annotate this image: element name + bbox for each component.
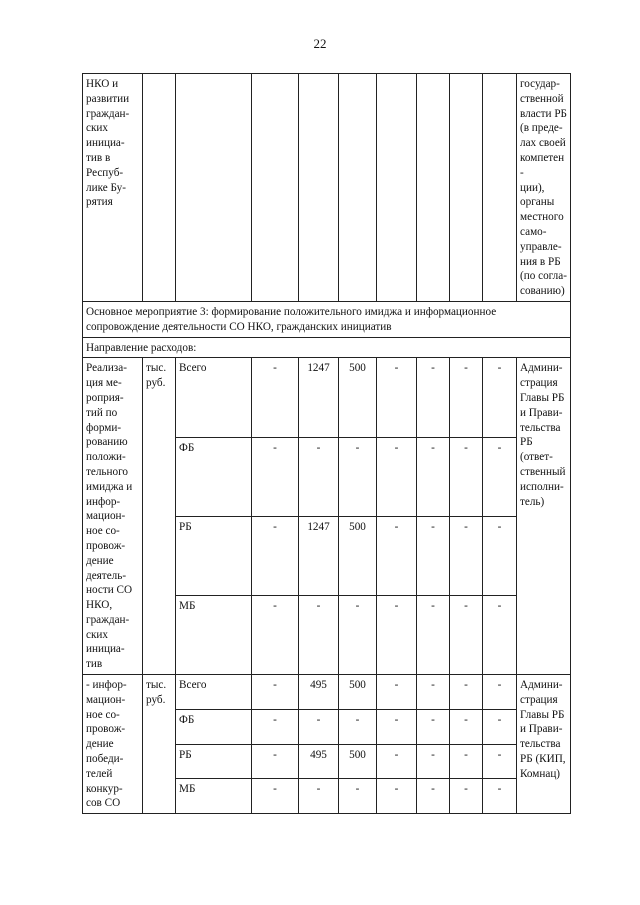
measure-line: Реализа- — [86, 362, 127, 375]
measure-line: конкур- — [86, 782, 123, 795]
executor-line: ции), — [520, 181, 545, 194]
unit-line: тыс. — [146, 679, 167, 692]
value-cell: - — [252, 516, 299, 595]
executor-line: тельства — [520, 738, 561, 751]
funding-source-cell: РБ — [176, 744, 252, 779]
value-cell: - — [483, 779, 517, 814]
executor-line: Комнац) — [520, 767, 561, 780]
value-cell: - — [377, 675, 417, 710]
measure-line: Респуб- — [86, 166, 124, 179]
value-cell: - — [483, 358, 517, 437]
executor-line: местного — [520, 211, 564, 224]
executor-line: органы — [520, 196, 555, 209]
value-cell: 500 — [339, 358, 377, 437]
unit-line: руб. — [146, 693, 166, 706]
value-cell: - — [417, 437, 450, 516]
measure-line: телей — [86, 767, 113, 780]
value-cell: 1247 — [299, 358, 339, 437]
value-cell: - — [450, 595, 483, 674]
executor-line: власти РБ — [520, 107, 567, 120]
value-cell: - — [377, 437, 417, 516]
executor-line: и Прави- — [520, 723, 563, 736]
measure-line: тив в — [86, 151, 111, 164]
value-cell: - — [483, 709, 517, 744]
measure-line: граждан- — [86, 107, 130, 120]
executor-cell — [517, 74, 571, 302]
value-cell: - — [252, 779, 299, 814]
table-row — [83, 675, 571, 710]
executor-line: РБ (КИП, — [520, 753, 566, 766]
unit-line: тыс. — [146, 362, 167, 375]
unit-line: руб. — [146, 377, 166, 390]
executor-line: (по согла- — [520, 270, 567, 283]
funding-source-cell: МБ — [176, 779, 252, 814]
value-cell: - — [299, 437, 339, 516]
value-cell: - — [417, 516, 450, 595]
measure-line: ности СО — [86, 584, 133, 597]
measure-line: развитии — [86, 92, 130, 105]
measure-line: ских — [86, 628, 108, 641]
value-cell: - — [483, 516, 517, 595]
executor-line: Главы РБ — [520, 708, 565, 721]
measure-line: тий по — [86, 406, 118, 419]
value-cell: - — [483, 744, 517, 779]
executor-line: РБ (ответ- — [520, 436, 553, 464]
executor-line: страция — [520, 693, 558, 706]
executor-line: само- — [520, 225, 547, 238]
measure-line: НКО и — [86, 78, 119, 90]
measure-line: ция ме- — [86, 377, 122, 390]
value-cell: - — [417, 709, 450, 744]
value-cell: - — [450, 358, 483, 437]
table-row — [83, 358, 571, 437]
measure-line: форми- — [86, 421, 122, 434]
executor-line: Админи- — [520, 362, 563, 375]
value-cell: - — [377, 709, 417, 744]
measure-line: провож- — [86, 539, 126, 552]
value-cell: - — [339, 709, 377, 744]
value-cell: - — [417, 595, 450, 674]
measure-line: сов СО — [86, 797, 121, 810]
value-cell: - — [450, 516, 483, 595]
executor-line: страция — [520, 377, 558, 390]
measure-line: ное со- — [86, 708, 120, 721]
value-cell: - — [339, 779, 377, 814]
value-cell: 500 — [339, 516, 377, 595]
measure-line: тельного — [86, 465, 129, 478]
value-cell: - — [417, 744, 450, 779]
measure-cell — [83, 358, 143, 675]
value-cell: - — [483, 595, 517, 674]
value-cell: - — [377, 779, 417, 814]
value-cell: - — [299, 595, 339, 674]
measure-line: победи- — [86, 753, 124, 766]
measure-line: рованию — [86, 436, 128, 449]
measure-line: инфор- — [86, 495, 121, 508]
value-cell: - — [339, 595, 377, 674]
executor-line: государ- — [520, 78, 560, 90]
measure-line: мацион- — [86, 693, 126, 706]
value-cell: - — [252, 675, 299, 710]
value-cell: - — [450, 675, 483, 710]
value-cell: - — [417, 358, 450, 437]
value-cell: 495 — [299, 744, 339, 779]
value-cell: - — [252, 709, 299, 744]
measure-line: дение — [86, 554, 114, 567]
measure-line: тив — [86, 658, 103, 671]
funding-source-cell: МБ — [176, 595, 252, 674]
measure-line: ских — [86, 122, 108, 135]
value-cell: - — [450, 779, 483, 814]
unit-cell — [143, 675, 176, 814]
measure-line: - инфор- — [86, 679, 127, 692]
measure-line: мацион- — [86, 510, 126, 523]
funding-source-cell: ФБ — [176, 709, 252, 744]
executor-cell — [517, 358, 571, 675]
measure-line: имиджа и — [86, 480, 133, 493]
measure-line: рятия — [86, 196, 113, 209]
measure-line: ное со- — [86, 525, 120, 538]
value-cell: 1247 — [299, 516, 339, 595]
funding-source-cell: Всего — [176, 358, 252, 437]
measure-line: деятель- — [86, 569, 127, 582]
main-event-cell: Основное мероприятие 3: формирование положительного имиджа и информационное сопровождение деятельности СО НКО, гражданских инициатив — [83, 301, 571, 337]
measure-line: лике Бу- — [86, 181, 126, 194]
value-cell: - — [450, 709, 483, 744]
value-cell: 495 — [299, 675, 339, 710]
executor-line: тельства — [520, 421, 561, 434]
value-cell: - — [377, 358, 417, 437]
measure-line: провож- — [86, 723, 126, 736]
executor-line: тель) — [520, 495, 545, 508]
direction-cell: Направление расходов: — [83, 337, 571, 358]
value-cell: - — [377, 516, 417, 595]
measure-cell — [83, 74, 143, 302]
value-cell: 500 — [339, 675, 377, 710]
funding-source-cell: ФБ — [176, 437, 252, 516]
measure-line: инициа- — [86, 137, 125, 150]
value-cell: - — [299, 779, 339, 814]
value-cell: 500 — [339, 744, 377, 779]
program-table — [82, 73, 571, 814]
value-cell: - — [450, 744, 483, 779]
executor-line: исполни- — [520, 480, 564, 493]
executor-line: сованию) — [520, 285, 565, 298]
table-row — [83, 337, 571, 358]
executor-line: ственный — [520, 465, 566, 478]
executor-line: и Прави- — [520, 406, 563, 419]
measure-line: дение — [86, 738, 114, 751]
page-number: 22 — [313, 36, 327, 51]
value-cell: - — [483, 437, 517, 516]
value-cell: - — [483, 675, 517, 710]
value-cell: - — [299, 709, 339, 744]
executor-line: компетен- — [520, 151, 565, 179]
executor-line: ния в РБ — [520, 255, 561, 268]
funding-source-cell: РБ — [176, 516, 252, 595]
executor-line: (в преде- — [520, 122, 563, 135]
funding-source-cell: Всего — [176, 675, 252, 710]
value-cell: - — [252, 437, 299, 516]
measure-line: роприя- — [86, 391, 124, 404]
measure-line: инициа- — [86, 643, 125, 656]
value-cell: - — [417, 675, 450, 710]
table-row — [83, 301, 571, 337]
value-cell: - — [417, 779, 450, 814]
value-cell: - — [252, 595, 299, 674]
executor-line: лах своей — [520, 137, 566, 150]
value-cell: - — [450, 437, 483, 516]
value-cell: - — [252, 358, 299, 437]
measure-line: положи- — [86, 451, 126, 464]
value-cell: - — [377, 744, 417, 779]
executor-cell — [517, 675, 571, 814]
measure-line: НКО, — [86, 599, 113, 612]
value-cell: - — [377, 595, 417, 674]
measure-line: граждан- — [86, 613, 130, 626]
measure-cell — [83, 675, 143, 814]
value-cell: - — [252, 744, 299, 779]
executor-line: ственной — [520, 92, 564, 105]
table-row — [83, 74, 571, 302]
executor-line: Главы РБ — [520, 391, 565, 404]
executor-line: управле- — [520, 240, 562, 253]
executor-line: Админи- — [520, 679, 563, 692]
value-cell: - — [339, 437, 377, 516]
unit-cell — [143, 358, 176, 675]
